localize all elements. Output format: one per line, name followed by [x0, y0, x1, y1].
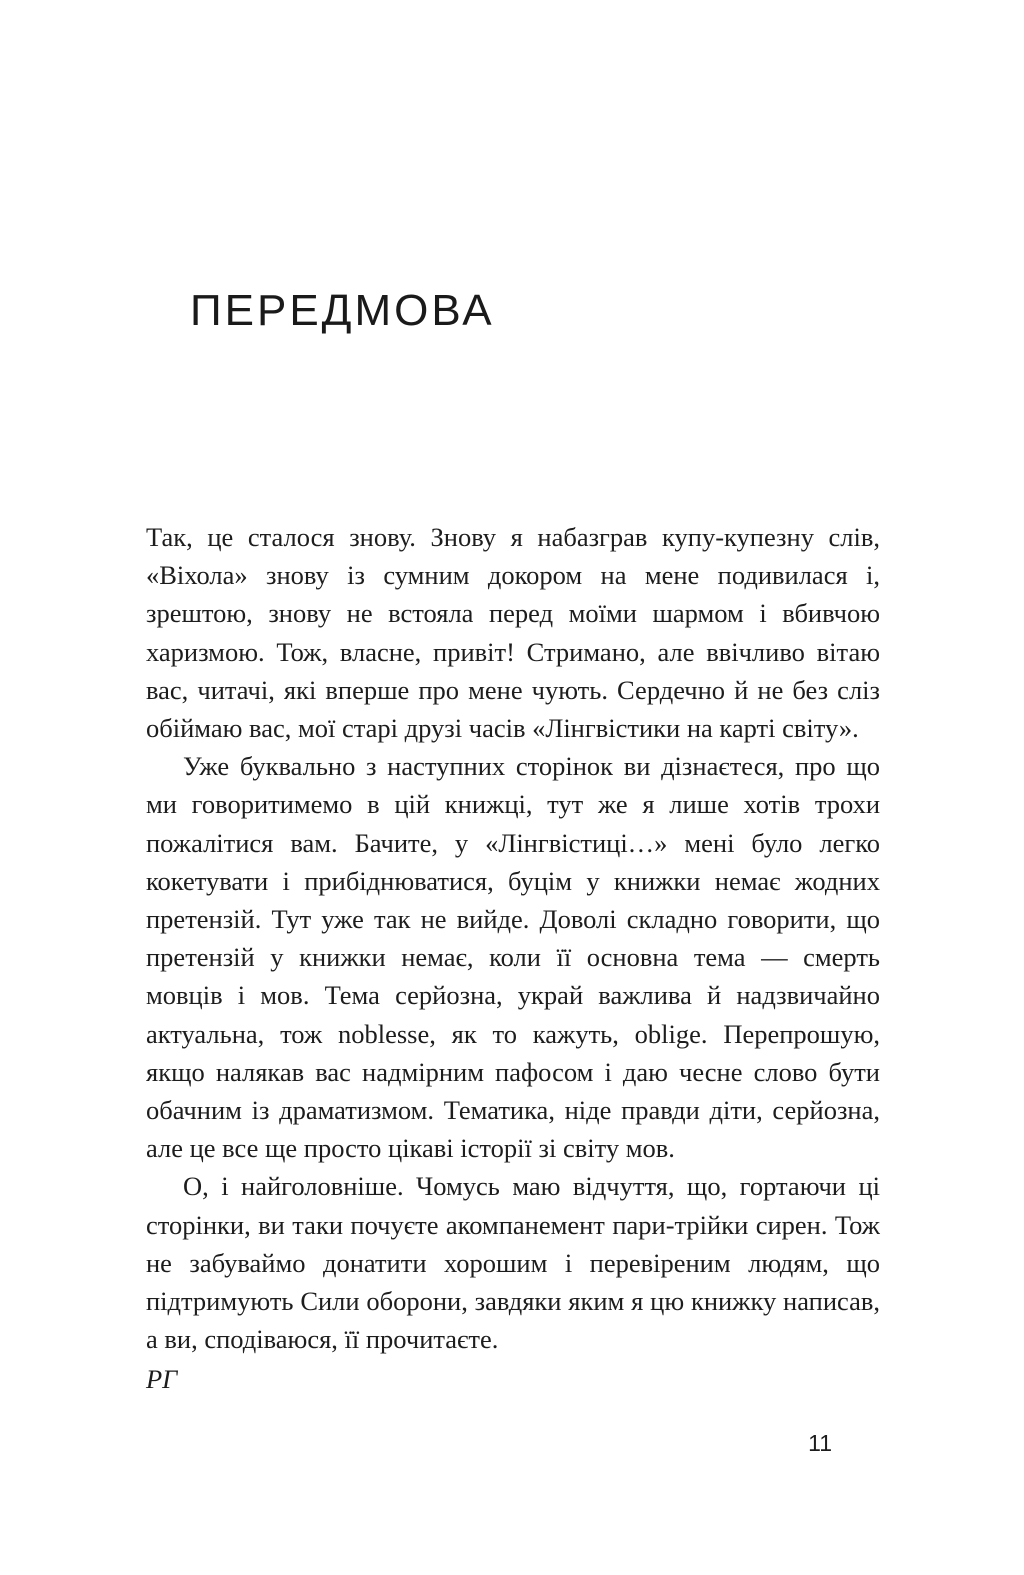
author-signature: РГ	[146, 1364, 178, 1395]
preface-body	[146, 518, 880, 1399]
paragraph-2: Уже буквально з наступних сторінок ви дізнаєтеся, про що ми говоритимемо в цій книжці, тут же я лише хотів трохи пожалітися вам. Бачите, у «Лінгвістиці…» мені було легко кокетувати і прибіднюватися, буцім у книжки немає жодних претензій. Тут уже так не вийде. Доволі складно говорити, що претензій у книжки немає, коли її основна тема — смерть мовців і мов. Тема серйозна, украй важлива й надзвичайно актуальна, тож noblesse, як то кажуть, oblige. Перепрошую, якщо налякав вас надмірним пафосом і даю чесне слово бути обачним із драматизмом. Тематика, ніде правди діти, серйозна, але це все ще просто цікаві історії зі світу мов.	[146, 751, 880, 1164]
paragraph-1: Так, це сталося знову. Знову я набазграв купу-купезну слів, «Віхола» знову із сумним докором на мене подивилася і, зрештою, знову не встояла перед моїми шармом і вбивчою харизмою. Тож, власне, привіт! Стримано, але ввічливо вітаю вас, читачі, які вперше про мене чують. Сердечно й не без сліз обіймаю вас, мої старі друзі часів «Лінгвістики на карті світу».	[146, 522, 880, 744]
paragraph-3: О, і найголовніше. Чомусь маю відчуття, що, гортаючи ці сторінки, ви таки почуєте акомпанемент пари-трійки сирен. Тож не забуваймо донатити хорошим і перевіреним людям, що підтримують Сили оборони, завдяки яким я цю книжку написав, а ви, сподіваюся, її прочитаєте.	[146, 1171, 880, 1355]
page-number: 11	[808, 1430, 832, 1456]
chapter-title: ПЕРЕДМОВА	[190, 286, 495, 335]
